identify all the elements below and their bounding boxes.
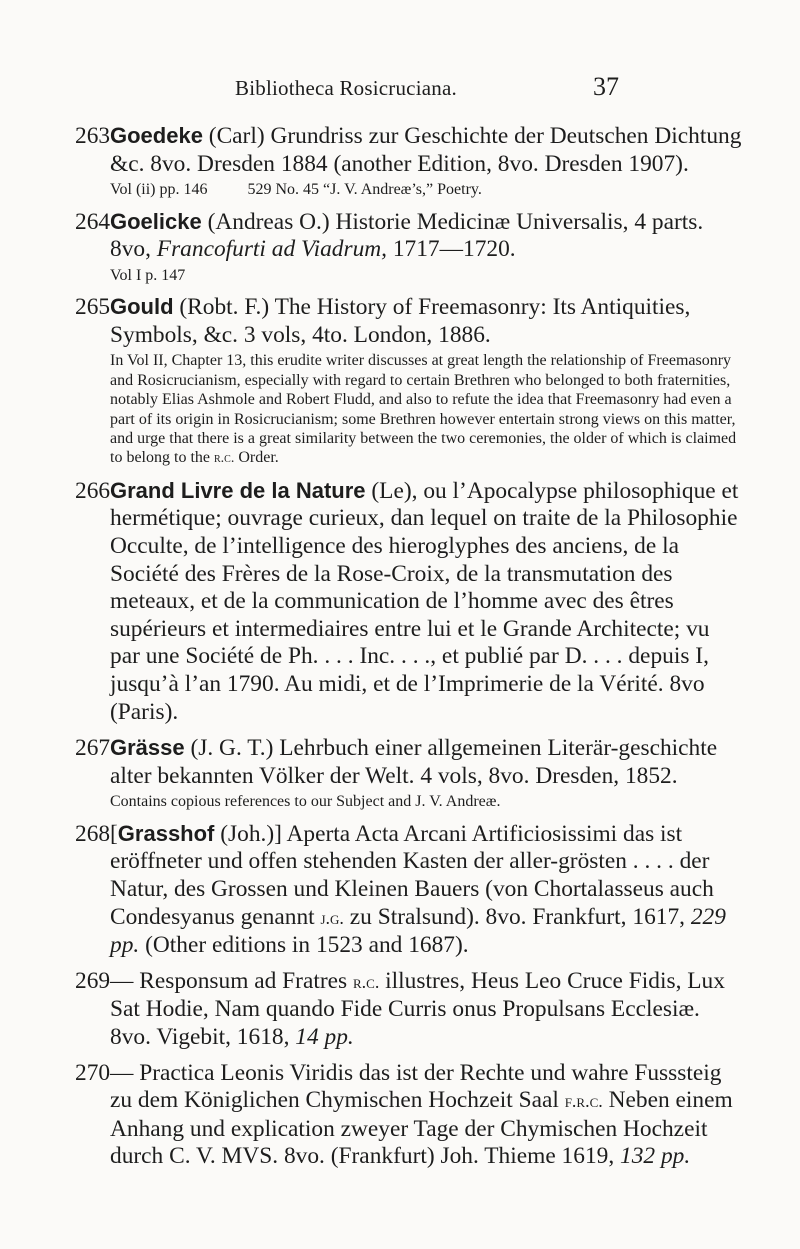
page-number: 37 — [593, 72, 619, 101]
entry-note — [110, 351, 745, 468]
entry-note: Vol I p. 147 — [110, 266, 186, 284]
entry-headword: Grässe — [110, 735, 185, 761]
entry-number: 269 — [75, 967, 111, 994]
entry-headword: Grand Livre de la Nature — [110, 477, 366, 503]
entry-headword: Goedeke — [110, 123, 203, 148]
entry-number: 270 — [75, 1059, 111, 1086]
entry-note: Contains copious references to our Subject and J. V. Andreæ. — [110, 793, 501, 811]
running-head — [235, 76, 635, 101]
note-smallcaps: r.c. — [213, 451, 235, 467]
entry-headword: Gould — [110, 294, 174, 320]
entry-number: 264 — [75, 208, 111, 235]
entry-269 — [75, 968, 745, 1052]
entry-text — [75, 734, 745, 790]
entry-smallcaps: r.c. — [352, 971, 380, 992]
entry-264 — [75, 208, 745, 286]
entry-text — [75, 1060, 745, 1171]
note-text-end: Order. — [234, 449, 279, 467]
entry-body-italic: Francofurti ad Viadrum, — [156, 236, 387, 263]
entry-body-end: (Other editions in 1523 and 1687). — [139, 932, 469, 959]
entry-267 — [75, 734, 745, 812]
entry-266 — [75, 477, 745, 726]
entry-body: (J. G. T.) Lehrbuch einer allgemeinen Literär-geschichte alter bekannten Völker der Welt. 4 vols, 8vo. Dresden, 1852. — [110, 735, 718, 789]
entry-number: 266 — [75, 477, 111, 504]
entry-body: — Practica Leonis Viridis das ist der Rechte und wahre Fusssteig zu dem Königlichen Chymischen Hochzeit Saal — [110, 1059, 722, 1114]
entry-text — [75, 968, 745, 1052]
entry-body: (Joh.)] Aperta Acta Arcani Artificiosissimi das ist eröffneter und offen stehenden Kasten der aller-grösten . . . . der Natur, des Grossen und Kleinen Bauers (von Chortalasseus auch Condesyanus genannt — [110, 820, 714, 930]
running-title: Bibliotheca Rosicruciana. — [235, 76, 457, 100]
entry-body: (Andreas O.) Historie Medicinæ Universalis, 4 parts. 8vo, — [110, 208, 704, 263]
bibliography-page — [75, 122, 745, 1179]
entry-265 — [75, 293, 745, 469]
entry-note: Vol (ii) pp. 146 529 No. 45 “J. V. Andreæ’s,” Poetry. — [110, 181, 482, 199]
entry-body: (Le), ou l’Apocalypse philosophique et hermétique; ouvrage curieux, dan lequel on traite de la Philosophie Occulte, de l’intelligence des hieroglyphes des anciens, de la Société des Frères de la Rose-Croix, de la transmutation des meteaux, et de la communication de l’homme avec des êtres supérieurs et intermediaires entre lui et le Grande Architecte; vu par une Société de Ph. . . . Inc. . . ., et publié par D. . . . depuis I, jusqu’à l’an 1790. Au midi, et de l’Imprimerie de la Vérité. 8vo (Paris). — [110, 477, 739, 725]
entry-body-mid: Neben einem Anhang und explication zweyer Tage der Chymischen Hochzeit durch C. V. MVS. 8vo. (Frankfurt) Joh. Thieme 1619, — [110, 1087, 733, 1170]
entry-number: 265 — [75, 294, 111, 321]
entry-body-end: 1717—1720. — [387, 236, 516, 263]
entry-text — [75, 208, 745, 264]
entry-268 — [75, 820, 745, 960]
entry-headword: Goelicke — [110, 208, 202, 234]
entry-body: — Responsum ad Fratres — [110, 967, 353, 994]
entry-body: (Carl) Grundriss zur Geschichte der Deutschen Dichtung &c. 8vo. Dresden 1884 (another Edition, 8vo. Dresden 1907). — [110, 123, 742, 177]
entry-body-italic: 229 pp. — [110, 903, 726, 959]
entry-263 — [75, 122, 745, 200]
entry-270 — [75, 1060, 745, 1171]
entry-text — [75, 293, 745, 349]
entry-body-mid: illustres, Heus Leo Cruce Fidis, Lux Sat Hodie, Nam quando Fide Curris onus Propulsans Ecclesiæ. 8vo. Vigebit, 1618, — [110, 967, 725, 1050]
entry-text — [75, 477, 745, 726]
entry-smallcaps: j.g. — [320, 907, 344, 928]
entry-number: 263 — [75, 123, 111, 149]
note-text: In Vol II, Chapter 13, this erudite writer discusses at great length the relationship of Freemasonry and Rosicrucianism, especially with regard to certain Brethren who belonged to both fraternities, notably Elias Ashmole and Robert Fludd, and also to refute the idea that Freemasonry had even a part of its origin in Rosicrucianism; some Brethren however entertain strong views on this matter, and urge that there is a great similarity between the two ceremonies, the older of which is claimed to belong to the — [110, 352, 737, 467]
entry-text — [75, 820, 745, 960]
entry-text — [75, 122, 745, 178]
entry-body: (Robt. F.) The History of Freemasonry: Its Antiquities, Symbols, &c. 3 vols, 4to. London, 1886. — [110, 294, 691, 348]
entry-body-mid: zu Stralsund). 8vo. Frankfurt, 1617, — [343, 903, 691, 930]
entry-body-italic: 14 pp. — [295, 1023, 354, 1050]
entry-number: 268 — [75, 820, 111, 847]
entry-body-italic: 132 pp. — [620, 1143, 691, 1170]
entry-bracket: [ — [110, 820, 118, 847]
entry-headword: Grasshof — [117, 820, 215, 846]
entry-smallcaps: f.r.c. — [564, 1091, 603, 1112]
entry-number: 267 — [75, 735, 111, 762]
